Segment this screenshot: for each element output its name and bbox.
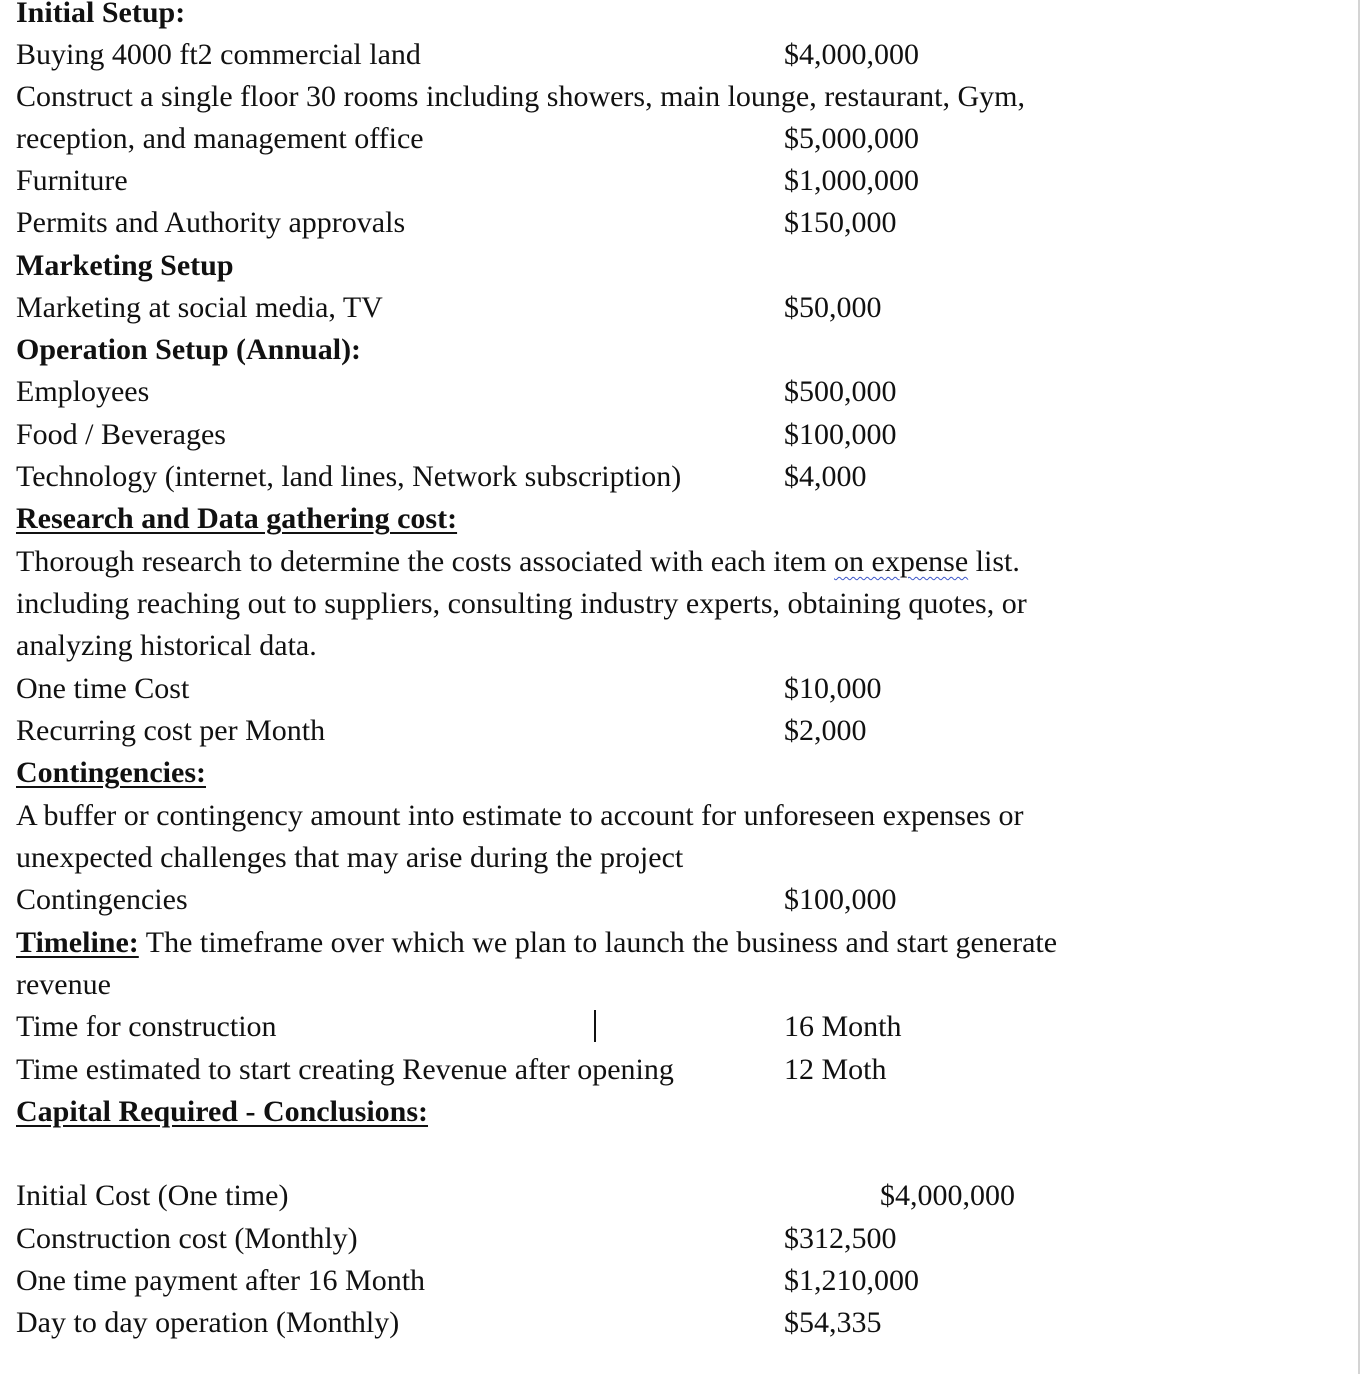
capital-heading: Capital Required - Conclusions:	[16, 1095, 429, 1128]
technology-amount: $4,000	[784, 460, 867, 493]
construct-amount: $5,000,000	[784, 122, 919, 155]
technology-label: Technology (internet, land lines, Network subscription)	[16, 460, 682, 493]
timeline-text-line-2: revenue	[16, 968, 111, 1001]
spelling-squiggle-text[interactable]: on expense	[834, 545, 969, 578]
research-line-1-part-a: Thorough research to determine the costs associated with each item	[16, 545, 835, 578]
land-amount: $4,000,000	[784, 38, 919, 71]
timeline-line	[16, 922, 1057, 964]
contingencies-paragraph-line-2: unexpected challenges that may arise during the project	[16, 841, 684, 874]
text-cursor	[594, 1010, 596, 1042]
construct-line-1: Construct a single floor 30 rooms including showers, main lounge, restaurant, Gym,	[16, 80, 1025, 113]
day-to-day-label: Day to day operation (Monthly)	[16, 1306, 400, 1339]
construction-time-value: 16 Month	[784, 1010, 902, 1043]
contingencies-amount: $100,000	[784, 883, 897, 916]
land-label: Buying 4000 ft2 commercial land	[16, 38, 421, 71]
initial-cost-label: Initial Cost (One time)	[16, 1179, 289, 1212]
research-heading: Research and Data gathering cost:	[16, 502, 458, 535]
one-time-payment-amount: $1,210,000	[784, 1264, 919, 1297]
marketing-social-label: Marketing at social media, TV	[16, 291, 383, 324]
timeline-text: The timeframe over which we plan to launch the business and start generate	[138, 926, 1058, 959]
operation-setup-heading: Operation Setup (Annual):	[16, 333, 362, 366]
furniture-label: Furniture	[16, 164, 128, 197]
construction-cost-label: Construction cost (Monthly)	[16, 1222, 358, 1255]
day-to-day-amount: $54,335	[784, 1306, 882, 1339]
contingencies-paragraph-line-1: A buffer or contingency amount into estimate to account for unforeseen expenses or	[16, 799, 1024, 832]
food-label: Food / Beverages	[16, 418, 226, 451]
employees-label: Employees	[16, 375, 150, 408]
construction-cost-amount: $312,500	[784, 1222, 897, 1255]
revenue-time-value: 12 Moth	[784, 1053, 887, 1086]
research-line-1-part-c: list.	[968, 545, 1020, 578]
research-paragraph-line-3: analyzing historical data.	[16, 629, 317, 662]
marketing-social-amount: $50,000	[784, 291, 882, 324]
food-amount: $100,000	[784, 418, 897, 451]
one-time-cost-amount: $10,000	[784, 672, 882, 705]
employees-amount: $500,000	[784, 375, 897, 408]
one-time-payment-label: One time payment after 16 Month	[16, 1264, 426, 1297]
furniture-amount: $1,000,000	[784, 164, 919, 197]
revenue-time-label: Time estimated to start creating Revenue after opening	[16, 1053, 674, 1086]
contingencies-label: Contingencies	[16, 883, 188, 916]
contingencies-heading: Contingencies:	[16, 756, 206, 789]
one-time-cost-label: One time Cost	[16, 672, 190, 705]
marketing-setup-heading: Marketing Setup	[16, 249, 234, 282]
construct-line-2: reception, and management office	[16, 122, 424, 155]
permits-amount: $150,000	[784, 206, 897, 239]
page-edge-divider	[1358, 0, 1360, 1374]
initial-setup-heading: Initial Setup:	[16, 0, 186, 29]
initial-cost-amount: $4,000,000	[880, 1179, 1015, 1212]
construction-time-label: Time for construction	[16, 1010, 277, 1043]
recurring-cost-label: Recurring cost per Month	[16, 714, 326, 747]
permits-label: Permits and Authority approvals	[16, 206, 406, 239]
research-paragraph-line-1	[16, 541, 1020, 583]
recurring-cost-amount: $2,000	[784, 714, 867, 747]
timeline-heading: Timeline:	[16, 926, 139, 959]
research-paragraph-line-2: including reaching out to suppliers, consulting industry experts, obtaining quotes, or	[16, 587, 1027, 620]
